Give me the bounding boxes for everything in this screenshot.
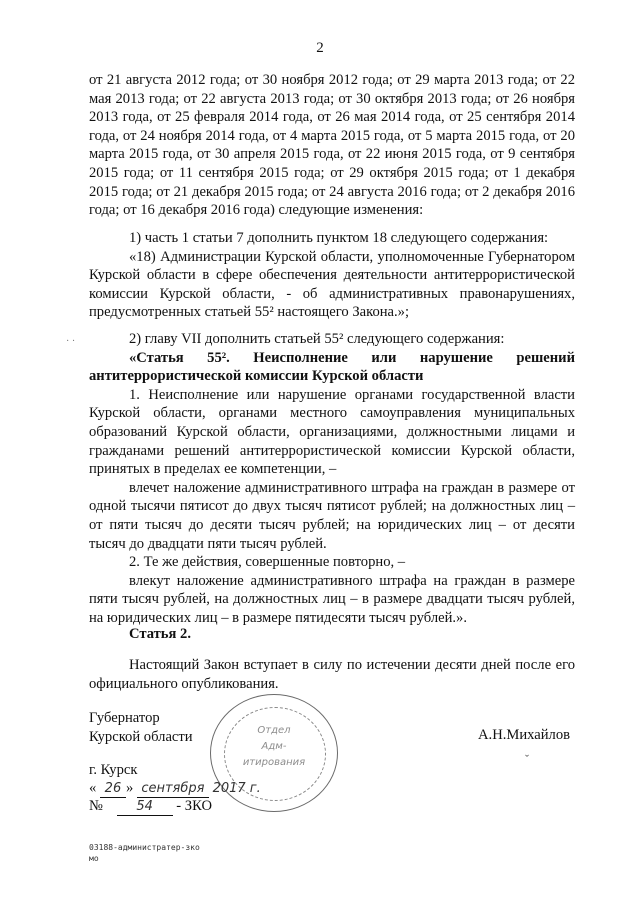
signature-position-line1: Губернатор [89, 710, 160, 726]
intro-block [89, 71, 575, 220]
article2-paragraph: Настоящий Закон вступает в силу по истечении десяти дней после его официального опубликования. [89, 657, 575, 692]
number-value: 54 [117, 799, 173, 816]
article55-paragraph-2: влечет наложение административного штрафа на граждан в размере от одной тысячи пятисот до двух тысяч пятисот рублей; на должностных лиц – от пяти тысяч до десяти тысяч рублей; на юридических лиц – от десяти тысяч до двадцати пяти тысяч рублей. [89, 479, 575, 552]
article55-paragraph-4: влекут наложение административного штрафа на граждан в размере пяти тысяч рублей, на должностных лиц – в размере двадцати тысяч рублей, на юридических лиц – в размере пятидесяти тысяч рублей.». [89, 572, 575, 626]
item1-block [89, 229, 575, 322]
signatory-name: А.Н.Михайлов [478, 727, 571, 743]
item1-quote-paragraph: «18) Администрации Курской области, уполномоченные Губернатором Курской области в сфере обеспечения деятельности антитеррористической комиссии Курской области, - об административных правонарушениях, предусмотренных статьей 55² настоящего Закона.»; [89, 248, 575, 321]
number-symbol: № [89, 798, 103, 814]
article2-block [89, 625, 575, 644]
signature-position-line2: Курской области [89, 728, 193, 745]
number-line [89, 797, 212, 816]
item2-paragraph: 2) главу VII дополнить статьей 55² следующего содержания: [129, 331, 505, 347]
article55-paragraph-3: 2. Те же действия, совершенные повторно, – [129, 554, 406, 571]
article55-title: «Статья 55². Неисполнение или нарушение решений антитеррористической комиссии Курской области [89, 349, 575, 385]
number-suffix: - ЗКО [176, 798, 212, 814]
item2-block [89, 330, 575, 628]
footer-code: 03188-администратер-зко мо [89, 843, 200, 863]
article2-heading: Статья 2. [129, 626, 191, 642]
stamp-text-line2: Адм- [261, 741, 287, 752]
place-text: г. Курск [89, 762, 138, 778]
stamp-text-line1: Отдел [257, 725, 291, 736]
date-close-quote: » [125, 780, 134, 796]
margin-mark: · · [66, 336, 76, 347]
place-line [89, 761, 137, 780]
article55-paragraph-1: 1. Неисполнение или нарушение органами государственной власти Курской области, органами местного самоуправления муниципальных образований Курской области, организациями, должностными лицами и гражданами решений антитеррористической комиссии Курской области, принятых в пределах ее компетенции, – [89, 386, 575, 478]
page-number: 2 [316, 40, 324, 56]
signature-position [89, 709, 193, 746]
date-line [89, 779, 261, 799]
stamp-text-line3: итирования [242, 757, 306, 768]
date-open-quote: « [89, 780, 97, 796]
date-month: сентября [137, 781, 209, 798]
article2-text-block [89, 656, 575, 693]
date-day: 26 [100, 781, 126, 798]
item1-paragraph: 1) часть 1 статьи 7 дополнить пунктом 18 следующего содержания: [129, 230, 549, 246]
date-year: 2017 г. [212, 781, 261, 796]
intro-paragraph: от 21 августа 2012 года; от 30 ноября 2012 года; от 29 марта 2013 года; от 22 мая 2013 года; от 22 августа 2013 года; от 30 октября 2013 года; от 26 ноября 2013 года, от 25 февраля 2014 года, от 26 мая 2014 года, от 25 сентября 2014 года, от 24 ноября 2014 года, от 4 марта 2015 года, от 5 марта 2015 года, от 20 марта 2015 года, от 30 апреля 2015 года, от 22 июня 2015 года, от 9 сентября 2015 года; от 11 сентября 2015 года; от 29 октября 2015 года; от 1 декабря 2015 года; от 21 декабря 2015 года; от 24 августа 2016 года; от 2 декабря 2016 года; от 16 декабря 2016 года) следующие изменения: [89, 72, 575, 219]
signature-mark: ˇ [525, 752, 529, 766]
